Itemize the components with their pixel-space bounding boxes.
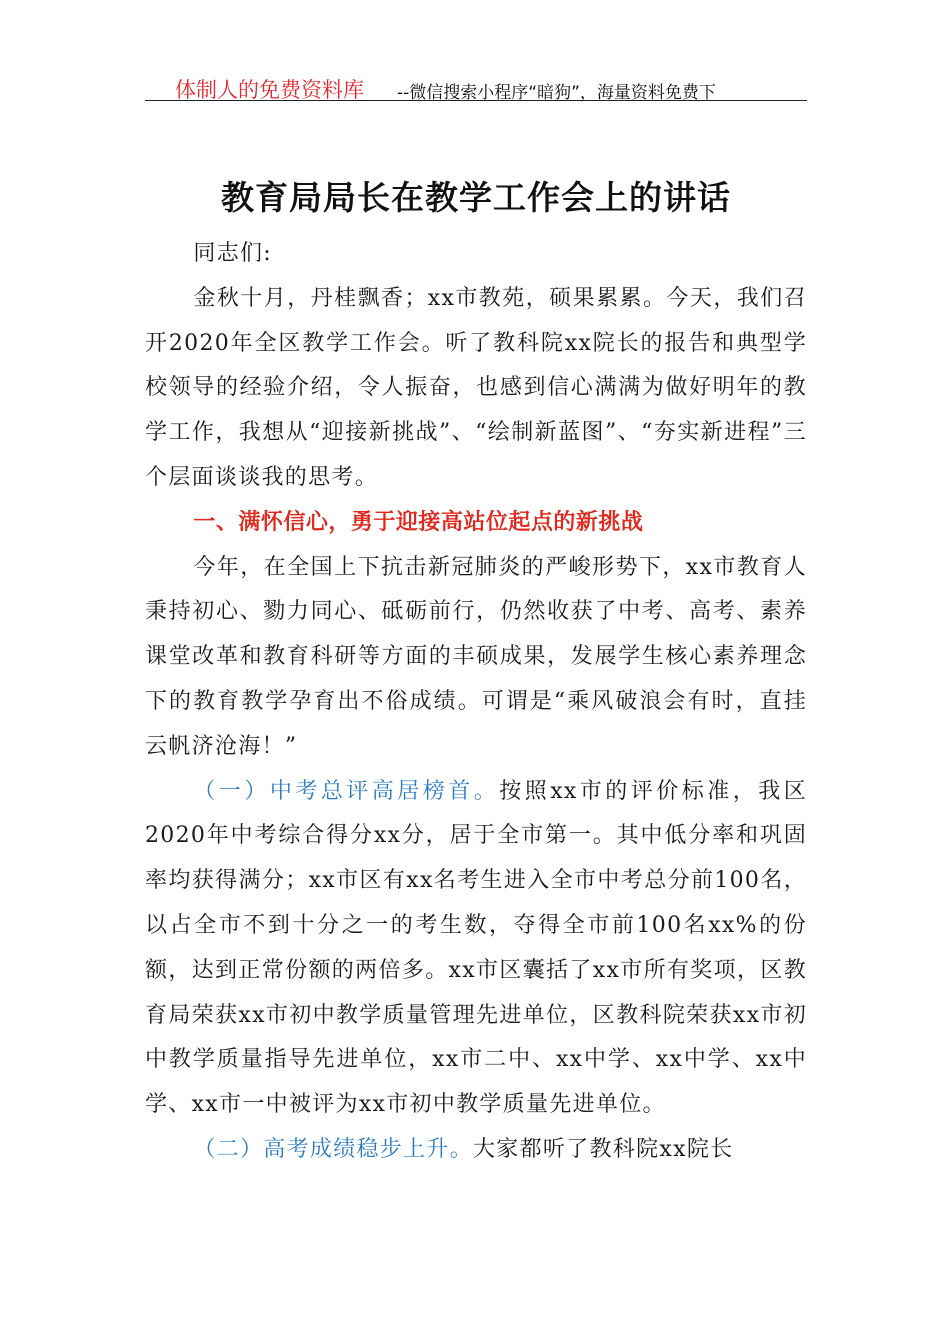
subsection-paragraph-1 bbox=[145, 770, 807, 1128]
subsection-text-1: 按照xx市的评价标准，我区2020年中考综合得分xx分，居于全市第一。其中低分率和巩固率均获得满分；xx市区有xx名考生进入全市中考总分前100名，以占全市不到十分之一的考生数，夺得全市前100名xx%的份额，达到正常份额的两倍多。xx市区囊括了xx市所有奖项，区教育局荣获xx市初中教学质量管理先进单位，区教科院荣获xx市初中教学质量指导先进单位，xx市二中、xx中学、xx中学、xx中学、xx市一中被评为xx市初中教学质量先进单位。 bbox=[145, 778, 807, 1118]
salutation: 同志们: bbox=[193, 241, 273, 266]
intro-paragraph: 金秋十月，丹桂飘香；xx市教苑，硕果累累。今天，我们召开2020年全区教学工作会。听了教科院xx院长的报告和典型学校领导的经验介绍，令人振奋，也感到信心满满为做好明年的教学工作，我想从“迎接新挑战”、“绘制新蓝图”、“夯实新进程”三个层面谈谈我的思考。 bbox=[145, 285, 807, 490]
subsection-paragraph-2 bbox=[145, 1128, 807, 1173]
subsection-label-2: （二）高考成绩稳步上升。 bbox=[193, 1136, 473, 1162]
page-header bbox=[145, 72, 807, 102]
header-tagline: --微信搜索小程序“暗狗”，海量资料免费下 bbox=[397, 83, 716, 102]
section-paragraph: 今年，在全国上下抗击新冠肺炎的严峻形势下，xx市教育人秉持初心、勠力同心、砥砺前行，仍然收获了中考、高考、素养课堂改革和教育科研等方面的丰硕成果，发展学生核心素养理念下的教育教学孕育出不俗成绩。可谓是“乘风破浪会有时，直挂云帆济沧海！” bbox=[145, 554, 807, 759]
document-title: 教育局局长在教学工作会上的讲话 bbox=[221, 178, 731, 218]
subsection-label-1: （一）中考总评高居榜首。 bbox=[193, 778, 500, 804]
header-brand: 体制人的免费资料库 bbox=[175, 78, 364, 102]
subsection-text-2: 大家都听了教科院xx院长 bbox=[473, 1136, 734, 1162]
header-divider bbox=[145, 100, 807, 101]
document-body bbox=[145, 232, 807, 1173]
section-heading bbox=[145, 501, 807, 546]
section-heading-text: 一、满怀信心，勇于迎接高站位起点的新挑战 bbox=[193, 509, 644, 535]
